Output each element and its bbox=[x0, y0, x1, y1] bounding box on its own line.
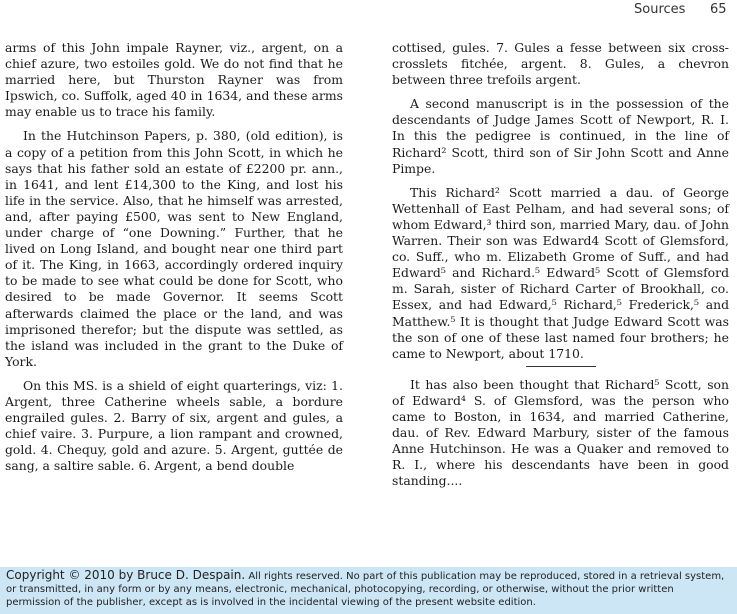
rights-statement: All rights reserved. No part of this publication may be reproduced, stored in a retrieval system, or transmitted, in any form or by any means, electronic, mechanical, photocopying, recording, or otherwise, without the prior written permission of the publisher, except as is involved in the incidental viewing of the present website edition. bbox=[6, 571, 725, 608]
copyright-footer bbox=[0, 567, 737, 614]
right-paragraph-1: cottised, gules. 7. Gules a fesse between six cross-crosslets fitchée, argent. 8. Gules, a chevron between three trefoils argent. bbox=[392, 40, 729, 88]
copyright-notice: Copyright © 2010 by Bruce D. Despain. bbox=[6, 568, 246, 582]
left-paragraph-1: arms of this John impale Rayner, viz., argent, on a chief azure, two estoiles gold. We do not find that he married here, but Thurston Rayner was from Ipswich, co. Suffolk, aged 40 in 1634, and these arms may enable us to trace his family. bbox=[5, 40, 343, 120]
left-paragraph-2: In the Hutchinson Papers, p. 380, (old edition), is a copy of a petition from this John Scott, in which he says that his father sold an estate of £2200 pr. ann., in 1641, and lent £14,300 to the King, and lost his life in the service. Also, that he himself was arrested, and, after paying £500, was sent to New England, under charge of “one Downing.” Further, that he lived on Long Island, and bought near one third part of it. The King, in 1663, accordingly ordered inquiry to be made to see what could be done for Scott, who desired to be made Governor. It seems Scott afterwards claimed the place or the land, and was imprisoned therefor; but the dispute was settled, as the island was included in the grant to the Duke of York. bbox=[5, 128, 343, 369]
right-paragraph-3: This Richard² Scott married a dau. of George Wettenhall of East Pelham, and had several sons; of whom Edward,³ third son, married Mary, dau. of John Warren. Their son was Edward4 Scott of Glemsford, co. Suff., who m. Elizabeth Grome of Suff., and had Edward⁵ and Richard.⁵ Edward⁵ Scott of Glemsford m. Sarah, sister of Richard Carter of Brookhall, co. Essex, and had Edward,⁵ Richard,⁵ Frederick,⁵ and Matthew.⁵ It is thought that Judge Edward Scott was the son of one of these last named four brothers; he came to Newport, about 1710. bbox=[392, 184, 729, 361]
right-column bbox=[392, 40, 729, 497]
running-head: Sources bbox=[634, 2, 686, 17]
left-column bbox=[5, 40, 343, 482]
right-paragraph-4: It has also been thought that Richard⁵ Scott, son of Edward⁴ S. of Glemsford, was the person who came to Boston, in 1634, and married Catherine, dau. of Rev. Edward Marbury, sister of the famous Anne Hutchinson. He was a Quaker and removed to R. I., where his descendants have been in good standing.... bbox=[392, 376, 729, 489]
page-header bbox=[0, 0, 737, 20]
right-paragraph-2: A second manuscript is in the possession of the descendants of Judge James Scott of Newport, R. I. In this the pedigree is continued, in the line of Richard² Scott, third son of Sir John Scott and Anne Pimpe. bbox=[392, 96, 729, 176]
left-paragraph-3: On this MS. is a shield of eight quarterings, viz: 1. Argent, three Catherine wheels sable, a bordure engrailed gules. 2. Barry of six, argent and gules, a chief vaire. 3. Purpure, a lion rampant and crowned, gold. 4. Chequy, gold and azure. 5. Argent, guttée de sang, a saltire sable. 6. Argent, a bend double bbox=[5, 377, 343, 474]
page-number: 65 bbox=[710, 2, 727, 17]
section-divider bbox=[526, 366, 596, 367]
